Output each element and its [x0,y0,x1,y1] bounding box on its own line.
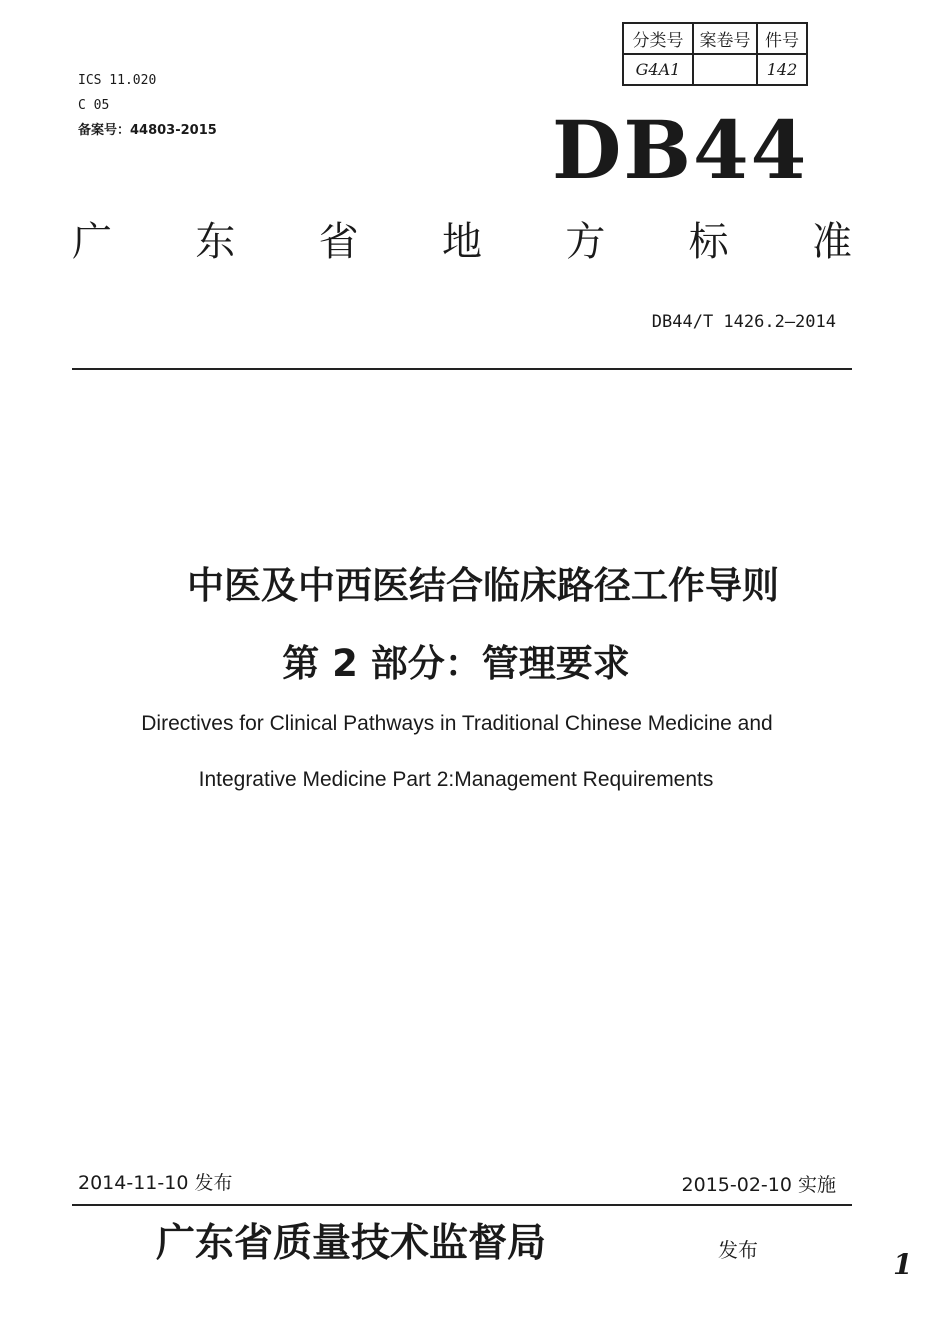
heading-char: 准 [811,219,852,265]
stamp-value-item: 142 [757,54,807,85]
title-chinese-line2: 第 2 部分：管理要求 [282,642,630,685]
implementation-date: 2015-02-10 实施 [681,1174,836,1196]
title-english-line1: Directives for Clinical Pathways in Traditional Chinese Medicine and [141,712,773,735]
page-number: 1 [893,1248,913,1281]
heading-char: 省 [318,219,359,265]
ccs-code: C 05 [78,98,110,113]
stamp-header-class: 分类号 [623,23,693,54]
standard-number: DB44/T 1426.2—2014 [651,312,836,332]
heading-char: 广 [72,219,112,265]
bottom-divider [72,1204,852,1206]
stamp-value-class: G4A1 [623,54,693,85]
standard-type-heading [72,216,852,268]
archive-stamp [622,22,808,86]
title-chinese-line1: 中医及中西医结合临床路径工作导则 [187,564,779,607]
stamp-value-volume [693,54,757,85]
top-divider [72,368,852,370]
heading-char: 东 [195,219,236,265]
classification-codes [78,68,217,143]
heading-char: 地 [441,219,482,265]
standard-logo: DB44 [552,103,809,197]
stamp-header-item: 件号 [757,23,807,54]
heading-char: 方 [565,219,606,265]
issuing-verb: 发布 [718,1238,758,1262]
issue-date: 2014-11-10 发布 [78,1172,233,1194]
title-english-line2: Integrative Medicine Part 2:Management Requirements [198,768,714,791]
stamp-header-volume: 案卷号 [693,23,757,54]
heading-char: 标 [688,219,729,265]
issuing-authority: 广东省质量技术监督局 [156,1220,547,1266]
ics-code: ICS 11.020 [78,73,157,88]
record-number: 备案号：44803-2015 [78,123,217,138]
